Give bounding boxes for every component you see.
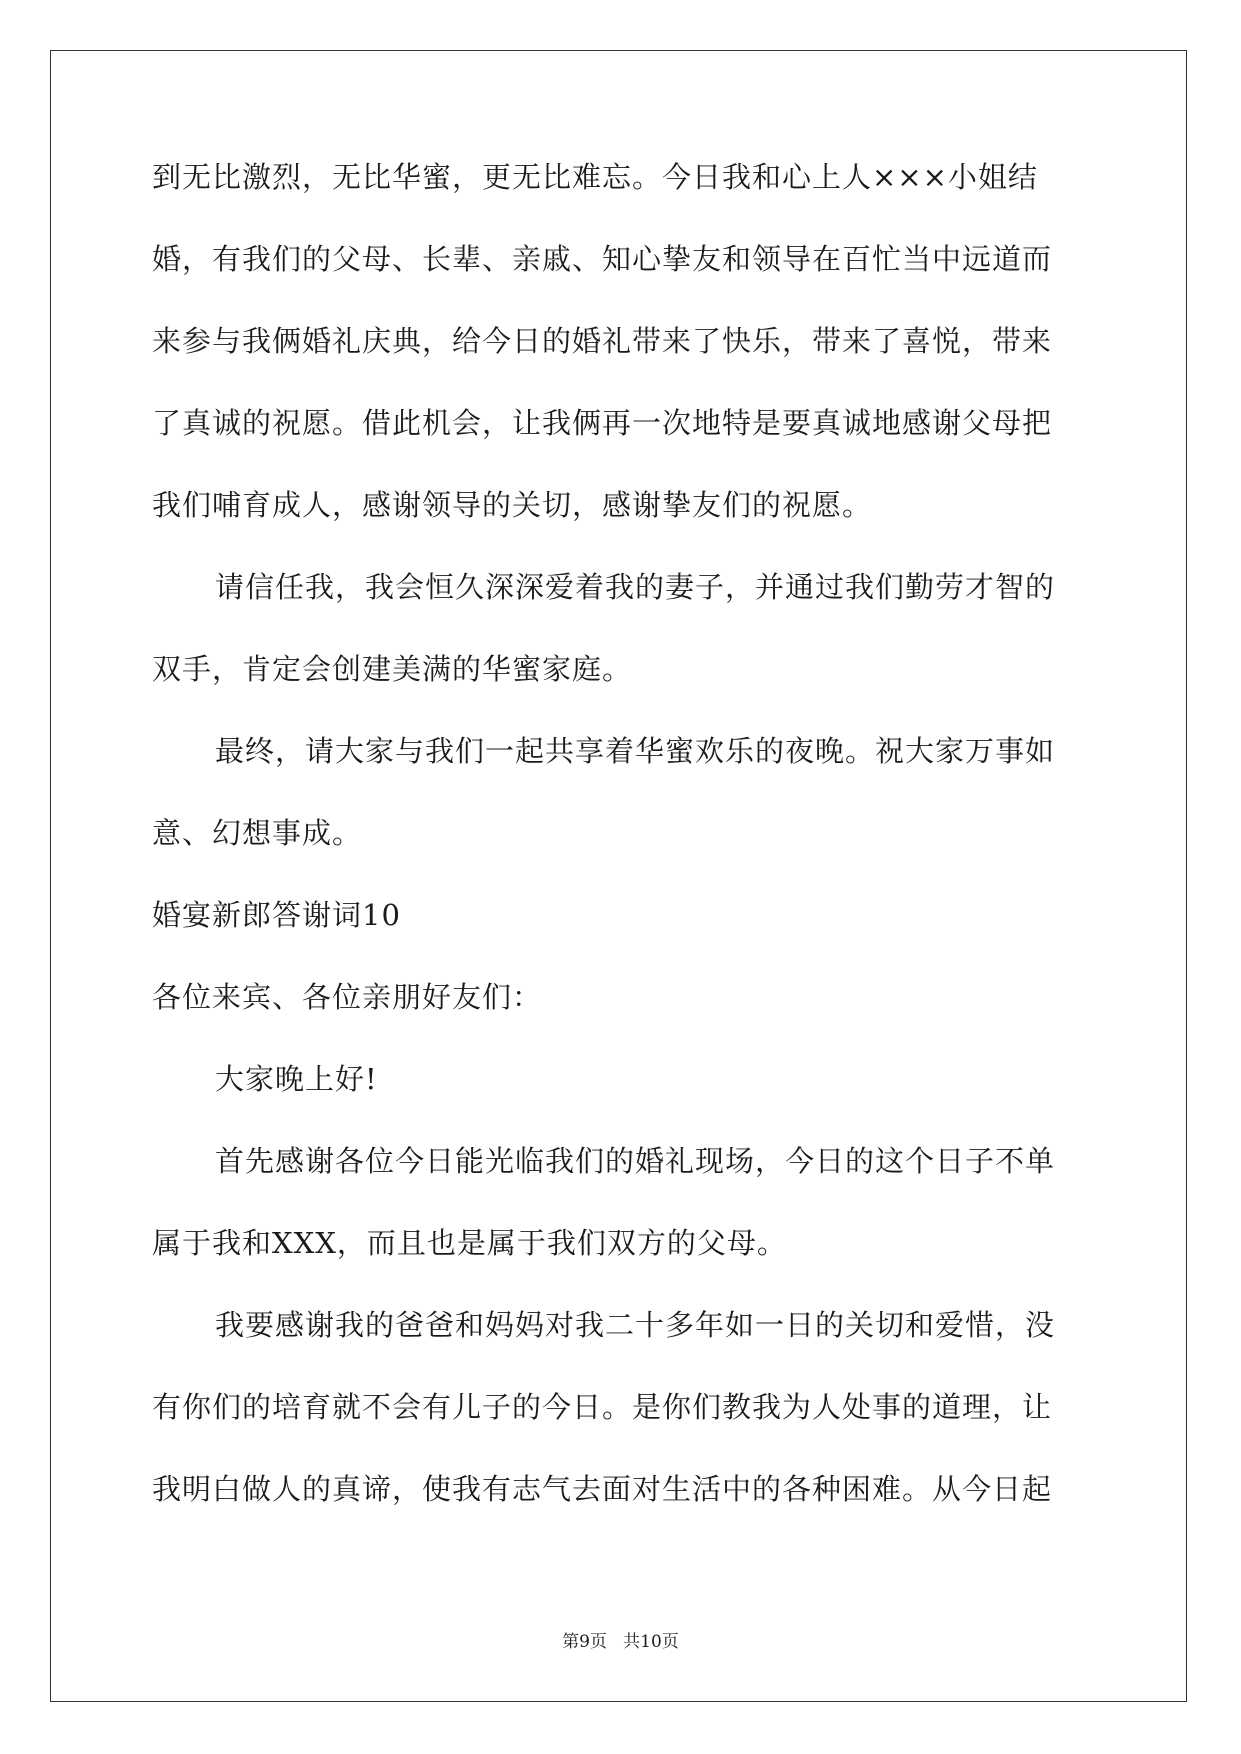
paragraph-line: 我们哺育成人，感谢领导的关切，感谢挚友们的祝愿。 (152, 488, 873, 522)
paragraph-line: 属于我和XXX，而且也是属于我们双方的父母。 (152, 1226, 787, 1260)
paragraph-line: 有你们的培育就不会有儿子的今日。是你们教我为人处事的道理，让 (152, 1390, 1053, 1424)
salutation: 各位来宾、各位亲朋好友们： (152, 980, 543, 1014)
paragraph-line: 请信任我，我会恒久深深爱着我的妻子，并通过我们勤劳才智的 (215, 570, 1056, 604)
paragraph-line: 我要感谢我的爸爸和妈妈对我二十多年如一日的关切和爱惜，没 (215, 1308, 1056, 1342)
greeting-line: 大家晚上好! (215, 1062, 378, 1096)
paragraph-line: 双手，肯定会创建美满的华蜜家庭。 (152, 652, 633, 686)
paragraph-line: 来参与我俩婚礼庆典，给今日的婚礼带来了快乐，带来了喜悦，带来 (152, 324, 1053, 358)
document-body (152, 160, 1092, 1554)
paragraph-line: 了真诚的祝愿。借此机会，让我俩再一次地特是要真诚地感谢父母把 (152, 406, 1053, 440)
paragraph-line: 到无比激烈，无比华蜜，更无比难忘。今日我和心上人×××小姐结 (152, 160, 1038, 194)
paragraph-line: 意、幻想事成。 (152, 816, 363, 850)
paragraph-line: 我明白做人的真谛，使我有志气去面对生活中的各种困难。从今日起 (152, 1472, 1053, 1506)
paragraph-line: 婚，有我们的父母、长辈、亲戚、知心挚友和领导在百忙当中远道而 (152, 242, 1053, 276)
paragraph-line: 首先感谢各位今日能光临我们的婚礼现场，今日的这个日子不单 (215, 1144, 1056, 1178)
page-number-footer: 第9页 共10页 (562, 1632, 679, 1652)
section-heading: 婚宴新郎答谢词10 (152, 898, 401, 932)
paragraph-line: 最终，请大家与我们一起共享着华蜜欢乐的夜晚。祝大家万事如 (215, 734, 1056, 768)
